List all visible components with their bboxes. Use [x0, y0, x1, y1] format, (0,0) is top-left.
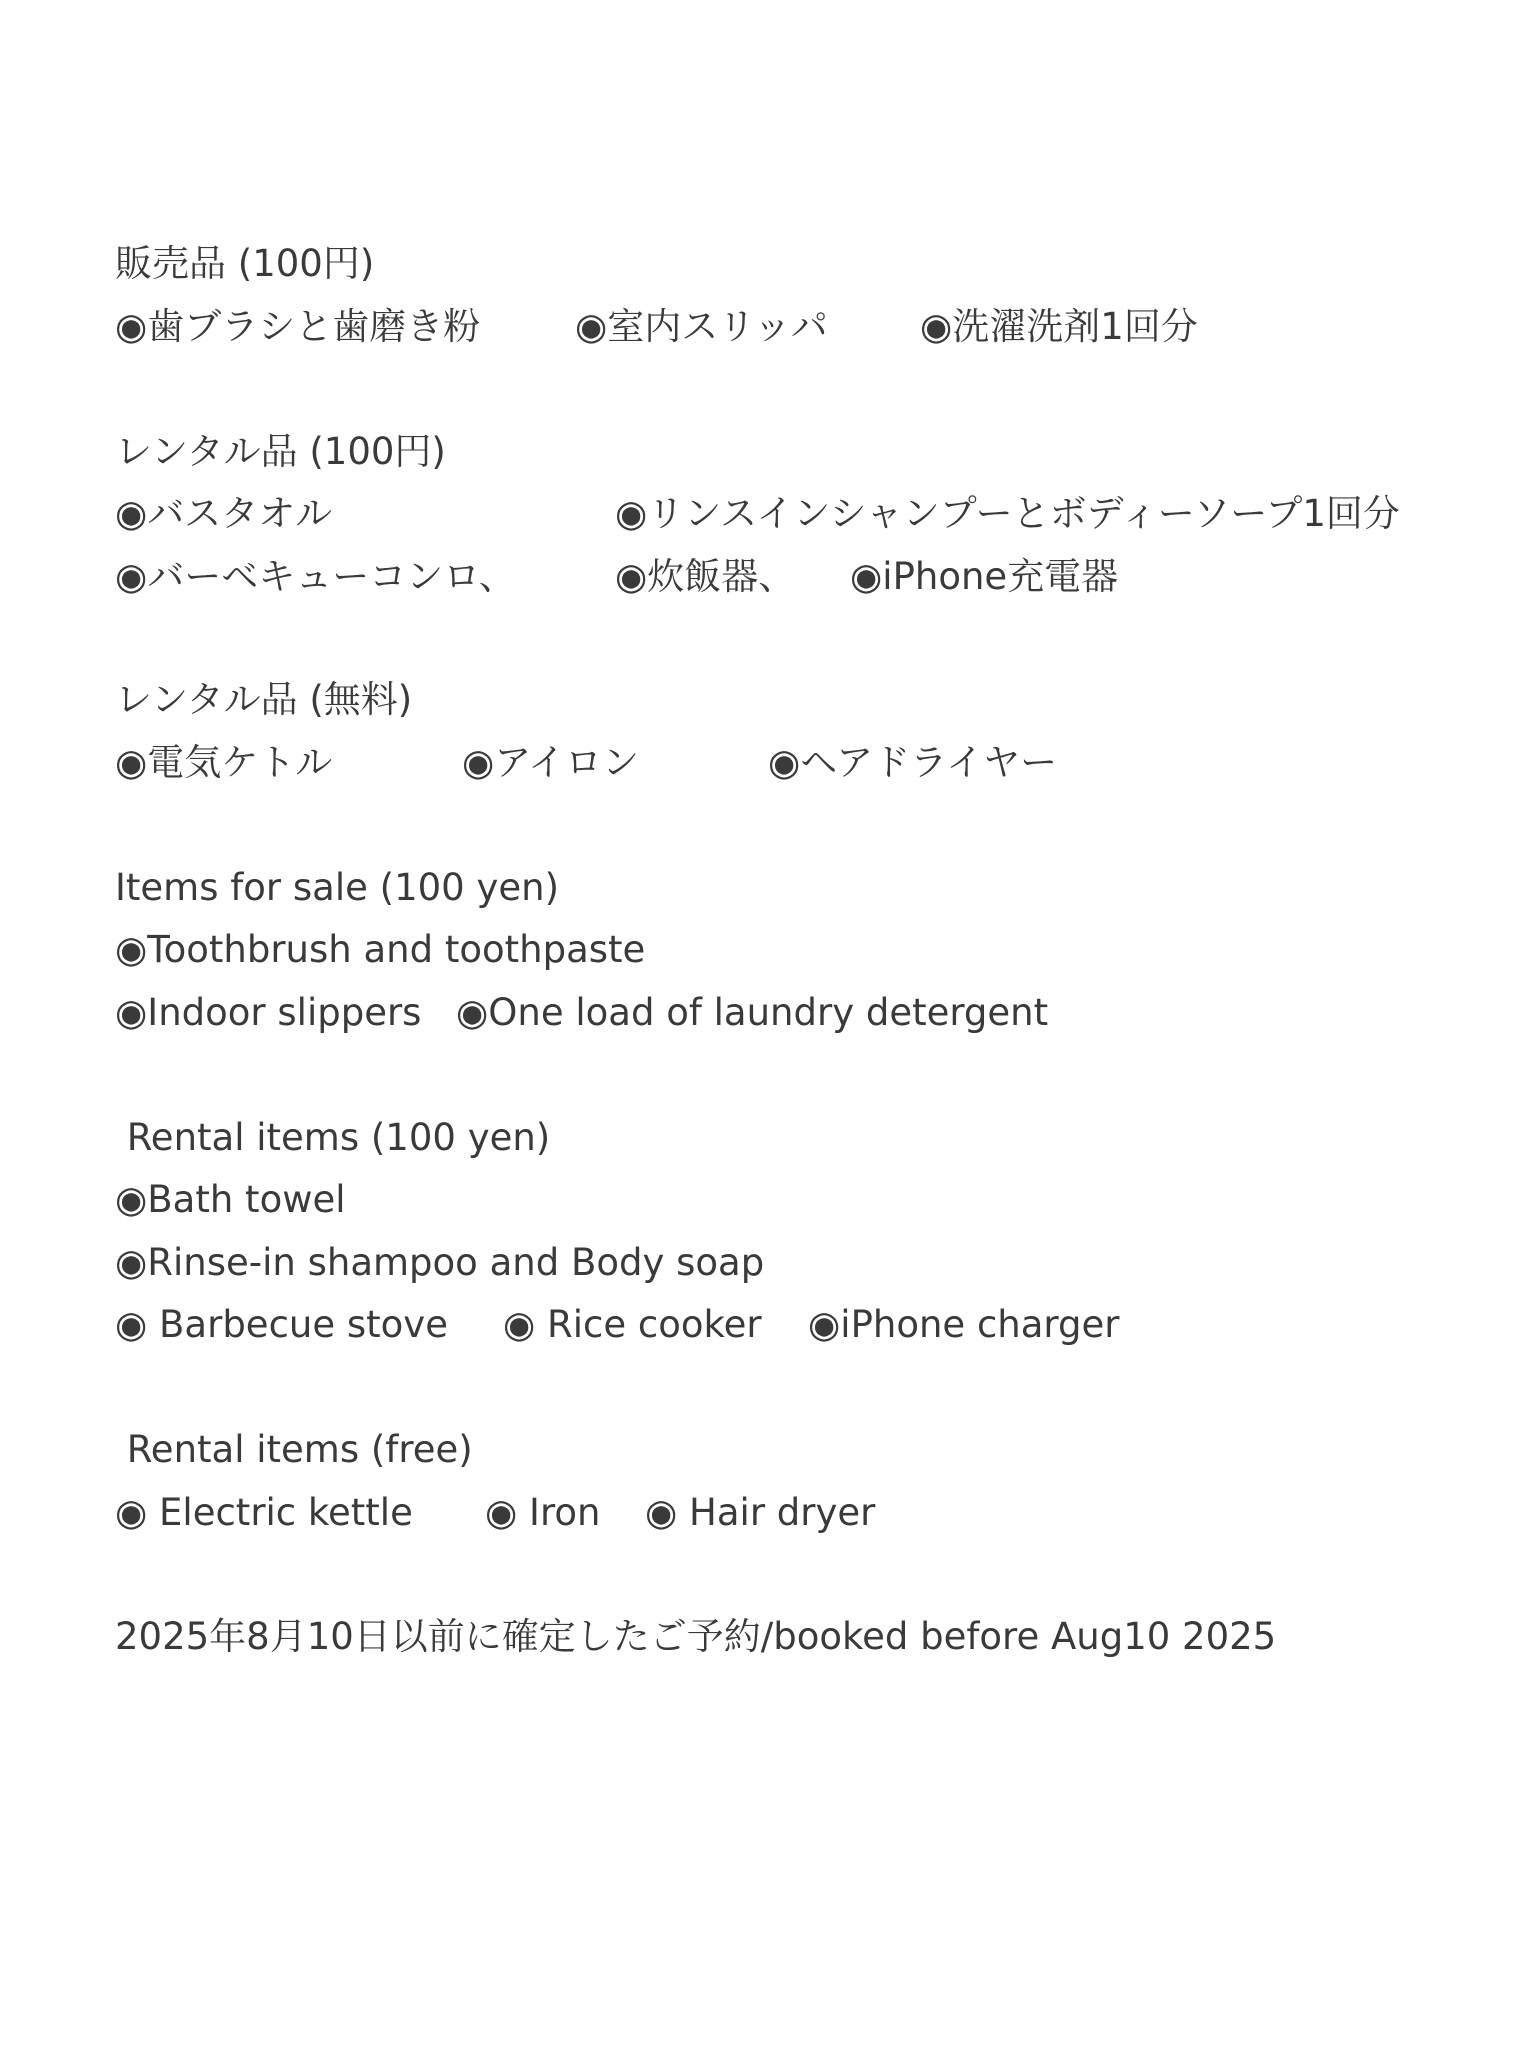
jp-free-item-iron: ◉アイロン [462, 741, 639, 784]
jp-rental-paid-heading: レンタル品 (100円) [115, 430, 446, 473]
jp-rental-free-heading: レンタル品 (無料) [115, 678, 413, 721]
en-rental-paid-heading: Rental items (100 yen) [115, 1116, 551, 1159]
jp-rental-item-rice-cooker: ◉炊飯器、 [615, 555, 796, 598]
jp-free-item-hair-dryer: ◉ヘアドライヤー [768, 741, 1058, 784]
en-rental-item-bath-towel: ◉Bath towel [115, 1178, 346, 1221]
en-sale-item-detergent: ◉One load of laundry detergent [456, 991, 1049, 1034]
en-sale-heading: Items for sale (100 yen) [115, 866, 560, 909]
jp-sale-heading: 販売品 (100円) [115, 242, 375, 285]
jp-sale-item-detergent: ◉洗濯洗剤1回分 [920, 305, 1198, 348]
jp-sale-item-slippers: ◉室内スリッパ [575, 305, 828, 348]
jp-rental-item-bath-towel: ◉バスタオル [115, 492, 333, 535]
en-free-item-kettle: ◉ Electric kettle [115, 1491, 413, 1534]
en-free-item-hair-dryer: ◉ Hair dryer [645, 1491, 876, 1534]
jp-rental-item-iphone-charger: ◉iPhone充電器 [850, 555, 1119, 598]
en-rental-item-iphone-charger: ◉iPhone charger [808, 1303, 1120, 1346]
en-rental-free-heading: Rental items (free) [115, 1428, 473, 1471]
en-free-item-iron: ◉ Iron [485, 1491, 601, 1534]
booking-date-note: 2025年8月10日以前に確定したご予約/booked before Aug10 2025 [115, 1615, 1277, 1658]
jp-rental-item-shampoo: ◉リンスインシャンプーとボディーソープ1回分 [615, 492, 1400, 535]
en-sale-item-toothbrush: ◉Toothbrush and toothpaste [115, 928, 646, 971]
jp-sale-item-toothbrush: ◉歯ブラシと歯磨き粉 [115, 305, 481, 348]
jp-free-item-kettle: ◉電気ケトル [115, 741, 333, 784]
en-rental-item-shampoo: ◉Rinse-in shampoo and Body soap [115, 1241, 765, 1284]
en-rental-item-rice-cooker: ◉ Rice cooker [503, 1303, 762, 1346]
en-sale-item-slippers: ◉Indoor slippers [115, 991, 422, 1034]
jp-rental-item-bbq: ◉バーベキューコンロ、 [115, 555, 516, 598]
en-rental-item-bbq: ◉ Barbecue stove [115, 1303, 448, 1346]
